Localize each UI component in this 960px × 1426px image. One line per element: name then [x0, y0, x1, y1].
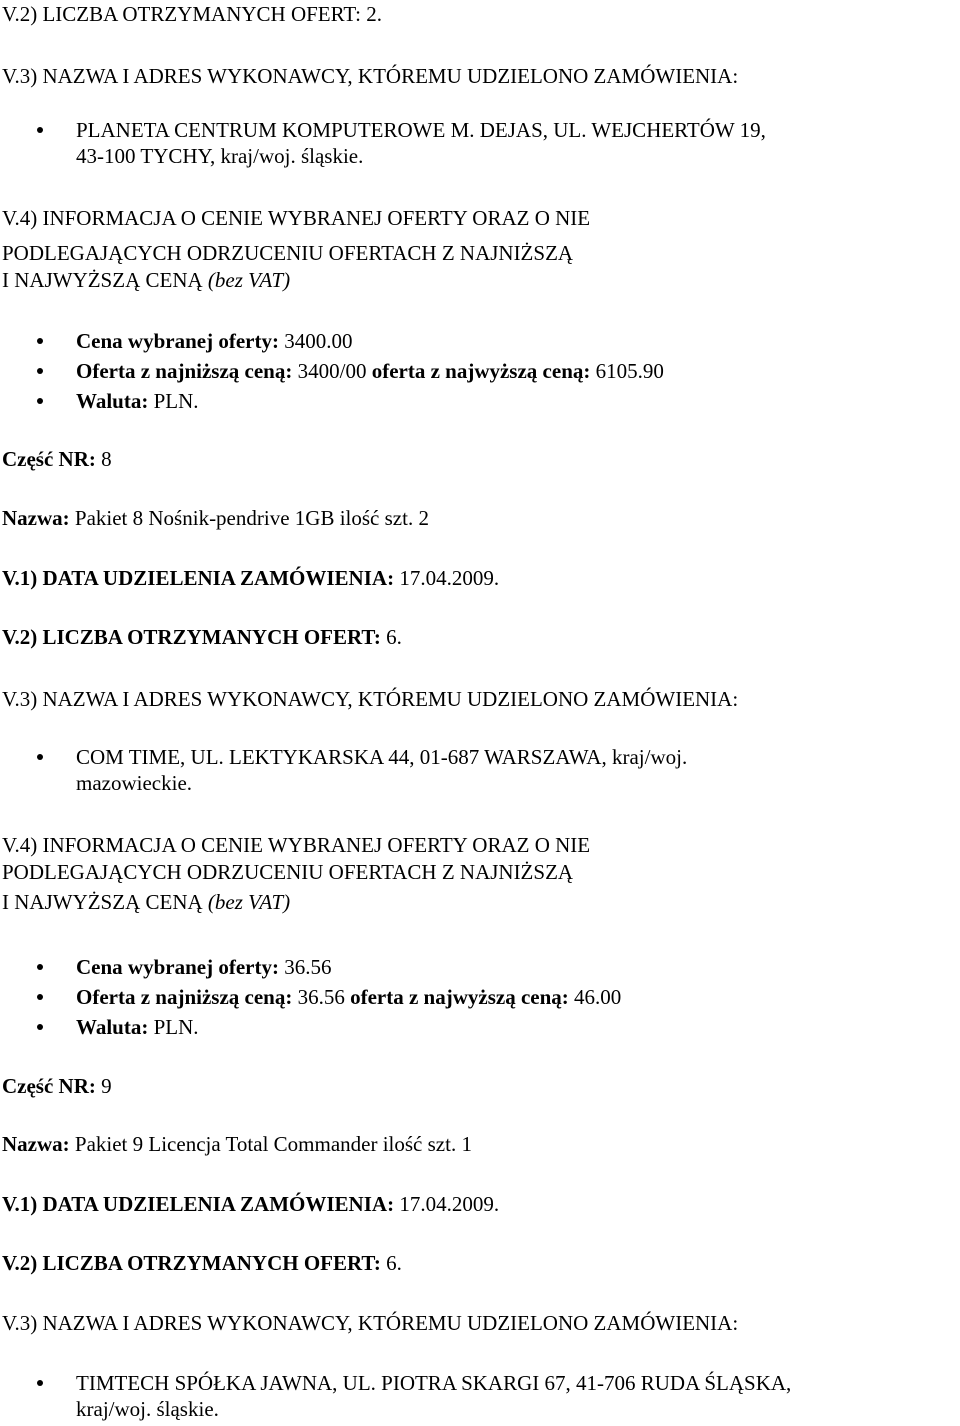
part-name-value: Pakiet 8 Nośnik-pendrive 1GB ilość szt. 2: [74, 506, 429, 530]
part-number-line: [2, 1073, 112, 1099]
list-item: [0, 952, 621, 982]
offers-count-label: V.2) LICZBA OTRZYMANYCH OFERT:: [2, 1251, 381, 1275]
lowest-price-value: 36.56: [297, 985, 345, 1009]
part-number-label: Część NR:: [2, 447, 96, 471]
currency-value: PLN.: [153, 389, 199, 413]
contractor-heading: V.3) NAZWA I ADRES WYKONAWCY, KTÓREMU UDZIELONO ZAMÓWIENIA:: [2, 64, 739, 88]
part-name-line: [2, 505, 429, 531]
award-date-value: 17.04.2009.: [399, 566, 500, 590]
part-number-value: 8: [101, 447, 112, 471]
highest-price-label: oferta z najwyższą ceną:: [371, 359, 591, 383]
currency-label: Waluta:: [76, 1015, 149, 1039]
price-info-heading-line: PODLEGAJĄCYCH ODRZUCENIU OFERTACH Z NAJNIŻSZĄ: [2, 860, 574, 884]
contractor-heading: V.3) NAZWA I ADRES WYKONAWCY, KTÓREMU UDZIELONO ZAMÓWIENIA:: [2, 1311, 739, 1335]
list-item: [0, 356, 664, 386]
price-info-heading-line: PODLEGAJĄCYCH ODRZUCENIU OFERTACH Z NAJNIŻSZĄ: [2, 241, 574, 265]
price-info-heading-text: I NAJWYŻSZĄ CENĄ: [2, 268, 203, 292]
bullet-icon: [37, 754, 43, 760]
part-number-label: Część NR:: [2, 1074, 96, 1098]
selected-price-value: 36.56: [284, 955, 332, 979]
bullet-icon: [37, 964, 43, 970]
offers-count-value: 2.: [366, 2, 382, 26]
price-info-heading-line: V.4) INFORMACJA O CENIE WYBRANEJ OFERTY ORAZ O NIE: [2, 833, 591, 857]
award-date-line: [2, 1191, 499, 1217]
offers-count-value: 6.: [386, 1251, 402, 1275]
list-item: [0, 386, 664, 416]
price-list: [0, 952, 621, 1042]
lowest-price-value: 3400/00: [297, 359, 367, 383]
contractor-list: [0, 744, 687, 796]
contractor-list: [0, 1370, 791, 1422]
offers-count-line: [2, 624, 402, 650]
offers-count-line: [2, 1250, 402, 1276]
award-date-label: V.1) DATA UDZIELENIA ZAMÓWIENIA:: [2, 566, 395, 590]
list-item: [0, 982, 621, 1012]
list-item: [0, 117, 766, 169]
bullet-icon: [37, 127, 43, 133]
lowest-price-label: Oferta z najniższą ceną:: [76, 985, 293, 1009]
offers-count-label: V.2) LICZBA OTRZYMANYCH OFERT:: [2, 625, 381, 649]
price-info-heading-line: [2, 267, 290, 293]
part-name-label: Nazwa:: [2, 1132, 70, 1156]
contractor-address-line: TIMTECH SPÓŁKA JAWNA, UL. PIOTRA SKARGI 67, 41-706 RUDA ŚLĄSKA,: [76, 1371, 792, 1395]
price-info-heading-line: [2, 889, 290, 915]
bullet-icon: [37, 1024, 43, 1030]
award-date-line: [2, 565, 499, 591]
bullet-icon: [37, 338, 43, 344]
part-name-label: Nazwa:: [2, 506, 70, 530]
contractor-address-line: kraj/woj. śląskie.: [76, 1397, 219, 1421]
offers-count-line: [2, 1, 382, 27]
highest-price-label: oferta z najwyższą ceną:: [350, 985, 569, 1009]
bullet-icon: [37, 994, 43, 1000]
price-info-heading-text: I NAJWYŻSZĄ CENĄ: [2, 890, 203, 914]
contractor-address-line: PLANETA CENTRUM KOMPUTEROWE M. DEJAS, UL. WEJCHERTÓW 19,: [76, 118, 766, 142]
vat-note: (bez VAT): [207, 890, 291, 914]
contractor-heading: V.3) NAZWA I ADRES WYKONAWCY, KTÓREMU UDZIELONO ZAMÓWIENIA:: [2, 687, 739, 711]
part-name-value: Pakiet 9 Licencja Total Commander ilość szt. 1: [74, 1132, 472, 1156]
contractor-address-line: COM TIME, UL. LEKTYKARSKA 44, 01-687 WARSZAWA, kraj/woj.: [76, 745, 688, 769]
currency-value: PLN.: [153, 1015, 199, 1039]
price-list: [0, 326, 664, 416]
selected-price-value: 3400.00: [284, 329, 353, 353]
price-info-heading-line: V.4) INFORMACJA O CENIE WYBRANEJ OFERTY ORAZ O NIE: [2, 206, 591, 230]
list-item: [0, 1370, 791, 1422]
highest-price-value: 46.00: [574, 985, 622, 1009]
part-number-value: 9: [101, 1074, 112, 1098]
selected-price-label: Cena wybranej oferty:: [76, 329, 279, 353]
contractor-list: [0, 117, 766, 169]
offers-count-label: V.2) LICZBA OTRZYMANYCH OFERT:: [2, 2, 361, 26]
list-item: [0, 326, 664, 356]
currency-label: Waluta:: [76, 389, 149, 413]
list-item: [0, 744, 687, 796]
contractor-address-line: 43-100 TYCHY, kraj/woj. śląskie.: [76, 144, 364, 168]
offers-count-value: 6.: [386, 625, 402, 649]
part-number-line: [2, 446, 112, 472]
bullet-icon: [37, 1380, 43, 1386]
selected-price-label: Cena wybranej oferty:: [76, 955, 279, 979]
contractor-address-line: mazowieckie.: [76, 771, 193, 795]
award-date-value: 17.04.2009.: [399, 1192, 500, 1216]
highest-price-value: 6105.90: [595, 359, 664, 383]
part-name-line: [2, 1131, 472, 1157]
list-item: [0, 1012, 621, 1042]
award-date-label: V.1) DATA UDZIELENIA ZAMÓWIENIA:: [2, 1192, 395, 1216]
vat-note: (bez VAT): [207, 268, 291, 292]
lowest-price-label: Oferta z najniższą ceną:: [76, 359, 293, 383]
bullet-icon: [37, 368, 43, 374]
bullet-icon: [37, 398, 43, 404]
